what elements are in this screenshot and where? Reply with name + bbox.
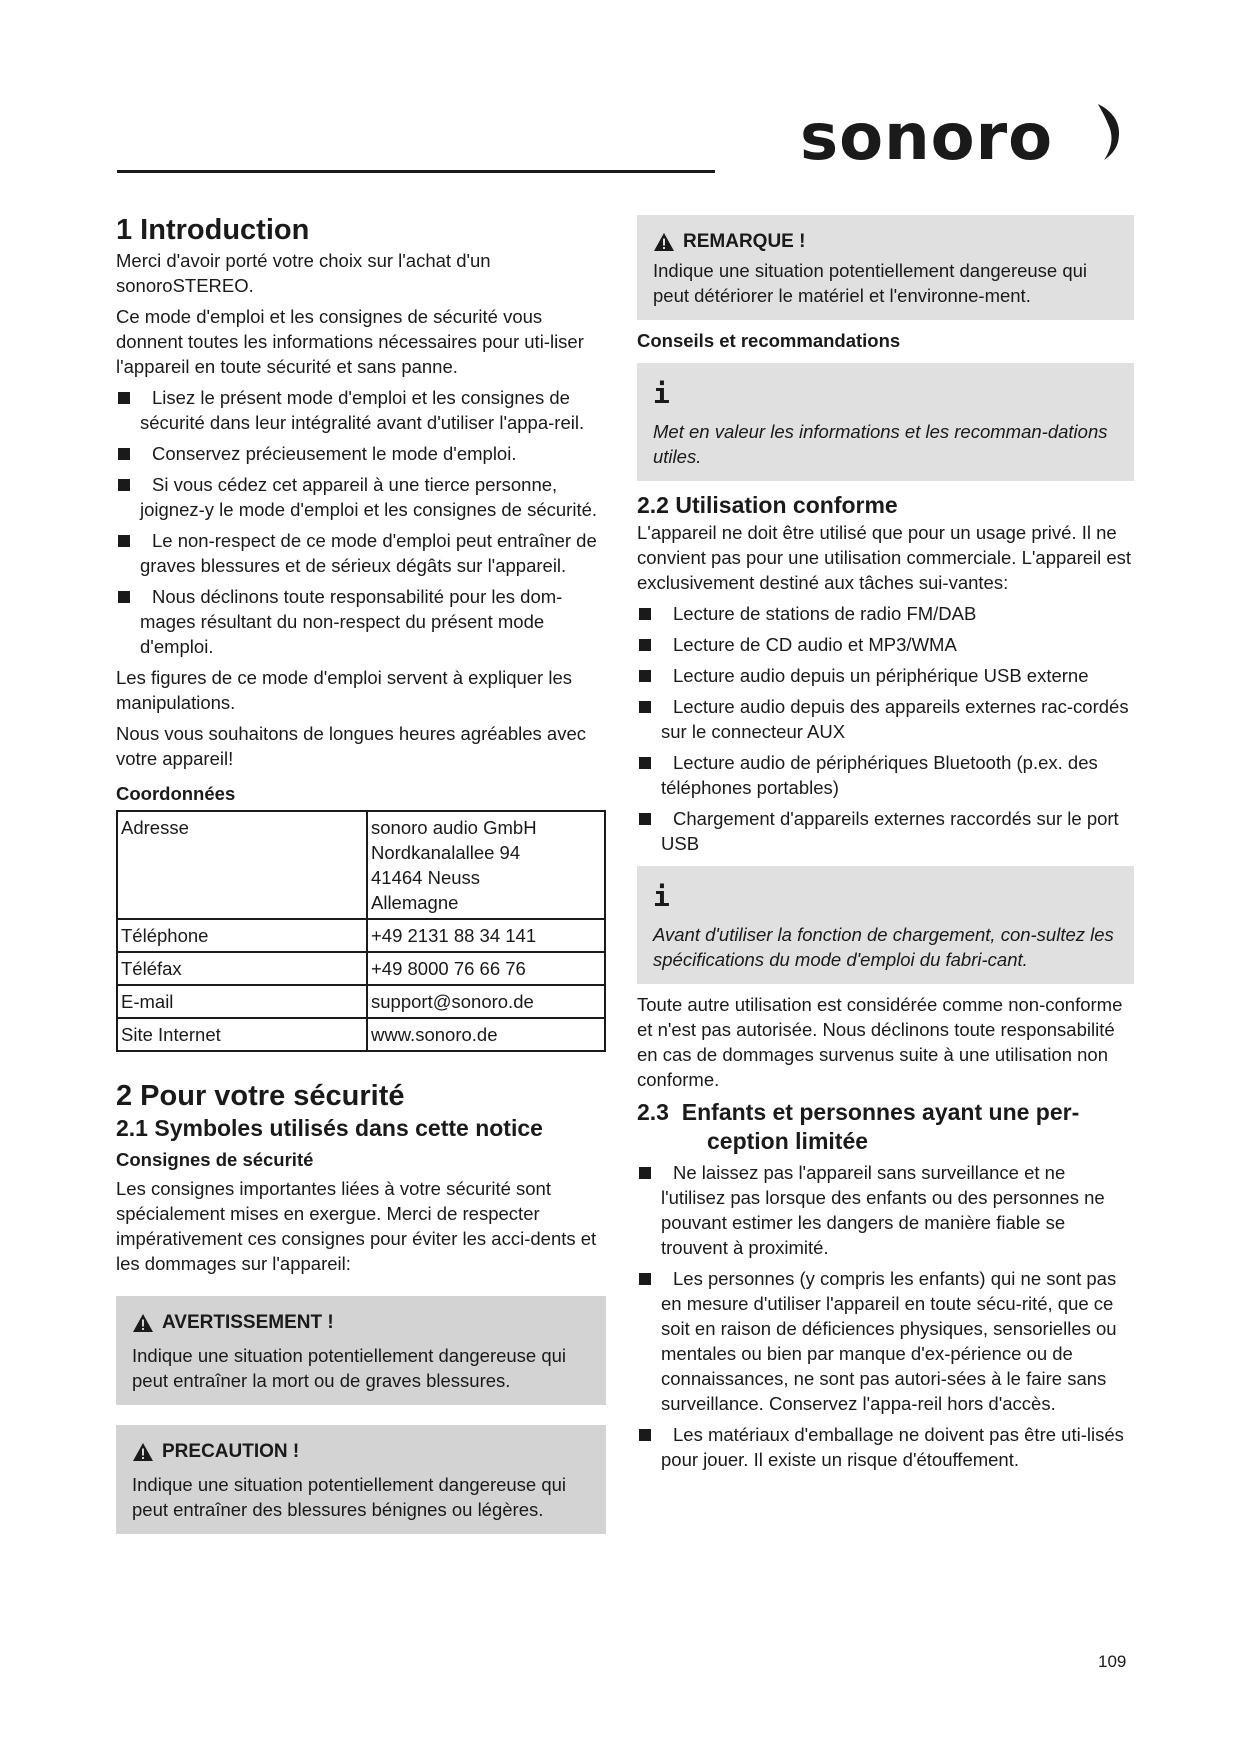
warning-title: AVERTISSEMENT ! bbox=[132, 1310, 590, 1335]
list-item: Chargement d'appareils externes raccordés sur le port USB bbox=[637, 806, 1134, 856]
info-icon: i bbox=[653, 880, 670, 913]
bullet-square-icon bbox=[118, 591, 130, 603]
list-item: Nous déclinons toute responsabilité pour les dom-mages résultant du non-respect du présent mode d'emploi. bbox=[116, 584, 606, 659]
table-row bbox=[117, 919, 605, 952]
bullet-square-icon bbox=[639, 701, 651, 713]
bullet-square-icon bbox=[639, 1273, 651, 1285]
intro-paragraph: Nous vous souhaitons de longues heures agréables avec votre appareil! bbox=[116, 723, 587, 769]
safety-heading: 2 Pour votre sécurité bbox=[116, 1080, 405, 1112]
contact-key: Téléphone bbox=[117, 919, 367, 952]
usage-heading: 2.2 Utilisation conforme bbox=[637, 492, 898, 518]
remark-text: Indique une situation potentiellement dangereuse qui peut détériorer le matériel et l'environne-ment. bbox=[653, 260, 1088, 306]
list-item: Lecture de CD audio et MP3/WMA bbox=[637, 632, 1134, 657]
bullet-square-icon bbox=[118, 448, 130, 460]
info-notice bbox=[637, 363, 1134, 481]
left-column bbox=[116, 212, 606, 1534]
safety-label: Consignes de sécurité bbox=[116, 1149, 314, 1170]
intro-paragraph: Les figures de ce mode d'emploi servent à expliquer les manipulations. bbox=[116, 667, 573, 713]
contact-value: sonoro audio GmbH Nordkanalallee 94 41464 Neuss Allemagne bbox=[367, 811, 605, 919]
warning-triangle-icon bbox=[132, 1442, 154, 1462]
info-text: Met en valeur les informations et les recomman-dations utiles. bbox=[653, 421, 1108, 467]
logo-swoosh-icon bbox=[1092, 102, 1132, 162]
bullet-square-icon bbox=[639, 670, 651, 682]
safety-text: Les consignes importantes liées à votre sécurité sont spécialement mises en exergue. Merci de respecter impérativement ces consignes pour éviter les acci-dents et les dommages sur l'appareil: bbox=[116, 1178, 597, 1274]
table-row bbox=[117, 952, 605, 985]
caution-title: PRECAUTION ! bbox=[132, 1439, 590, 1464]
intro-paragraph: Ce mode d'emploi et les consignes de sécurité vous donnent toutes les informations nécessaires pour uti-liser l'appareil en toute sécurité et sans panne. bbox=[116, 306, 584, 377]
bullet-square-icon bbox=[639, 1167, 651, 1179]
remark-notice bbox=[637, 215, 1134, 320]
contact-key: Téléfax bbox=[117, 952, 367, 985]
caution-text: Indique une situation potentiellement dangereuse qui peut entraîner des blessures bénignes ou légères. bbox=[132, 1474, 567, 1520]
intro-heading: 1 Introduction bbox=[116, 214, 310, 246]
contact-value: support@sonoro.de bbox=[367, 985, 605, 1018]
bullet-square-icon bbox=[118, 479, 130, 491]
bullet-square-icon bbox=[639, 757, 651, 769]
contact-value: www.sonoro.de bbox=[367, 1018, 605, 1051]
children-heading: 2.3 Enfants et personnes ayant une per- ception limitée bbox=[637, 1099, 1080, 1154]
remark-title: REMARQUE ! bbox=[653, 229, 1118, 254]
intro-bullet-list bbox=[116, 385, 606, 659]
list-item: Les personnes (y compris les enfants) qui ne sont pas en mesure d'utiliser l'appareil en toute sécu-rité, que ce soit en raison de déficiences physiques, sensorielles ou mentales ou bien par manque d'ex-périence ou de connaissances, ne sont pas autori-sées à le faire sans surveillance. Conservez l'appa-reil hors d'accès. bbox=[637, 1266, 1134, 1416]
contact-key: E-mail bbox=[117, 985, 367, 1018]
brand-name: sonoro bbox=[800, 101, 1054, 175]
table-row bbox=[117, 1018, 605, 1051]
warning-triangle-icon bbox=[653, 232, 675, 252]
contact-value: +49 2131 88 34 141 bbox=[367, 919, 605, 952]
info-icon: i bbox=[653, 377, 670, 410]
table-row bbox=[117, 811, 605, 919]
bullet-square-icon bbox=[118, 392, 130, 404]
list-item: Conservez précieusement le mode d'emploi. bbox=[116, 441, 606, 466]
contact-value: +49 8000 76 66 76 bbox=[367, 952, 605, 985]
intro-paragraph: Merci d'avoir porté votre choix sur l'achat d'un sonoroSTEREO. bbox=[116, 250, 491, 296]
symbols-heading: 2.1 Symboles utilisés dans cette notice bbox=[116, 1115, 543, 1141]
bullet-square-icon bbox=[639, 639, 651, 651]
list-item: Ne laissez pas l'appareil sans surveillance et ne l'utilisez pas lorsque des enfants ou des personnes ne pouvant estimer les dangers de manière fiable se trouvent à proximité. bbox=[637, 1160, 1134, 1260]
brand-logo bbox=[800, 98, 1130, 178]
bullet-square-icon bbox=[639, 608, 651, 620]
list-item: Si vous cédez cet appareil à une tierce personne, joignez-y le mode d'emploi et les consignes de sécurité. bbox=[116, 472, 606, 522]
children-bullet-list bbox=[637, 1160, 1134, 1472]
list-item: Les matériaux d'emballage ne doivent pas être uti-lisés pour jouer. Il existe un risque d'étouffement. bbox=[637, 1422, 1134, 1472]
caution-notice bbox=[116, 1425, 606, 1534]
warning-triangle-icon bbox=[132, 1313, 154, 1333]
bullet-square-icon bbox=[639, 1429, 651, 1441]
usage-bullet-list bbox=[637, 601, 1134, 856]
contact-key: Adresse bbox=[117, 811, 367, 919]
charging-info-text: Avant d'utiliser la fonction de chargement, con-sultez les spécifications du mode d'emploi du fabri-cant. bbox=[653, 924, 1114, 970]
list-item: Lecture de stations de radio FM/DAB bbox=[637, 601, 1134, 626]
contact-label: Coordonnées bbox=[116, 783, 236, 804]
list-item: Le non-respect de ce mode d'emploi peut entraîner de graves blessures et de sérieux dégâts sur l'appareil. bbox=[116, 528, 606, 578]
usage-text: L'appareil ne doit être utilisé que pour un usage privé. Il ne convient pas pour une utilisation commerciale. L'appareil est exclusivement destiné aux tâches sui-vantes: bbox=[637, 522, 1132, 593]
header-rule bbox=[117, 170, 715, 173]
list-item: Lecture audio de périphériques Bluetooth (p.ex. des téléphones portables) bbox=[637, 750, 1134, 800]
contact-key: Site Internet bbox=[117, 1018, 367, 1051]
tips-label: Conseils et recommandations bbox=[637, 330, 901, 351]
charging-info-notice bbox=[637, 866, 1134, 984]
list-item: Lisez le présent mode d'emploi et les consignes de sécurité dans leur intégralité avant d'utiliser l'appa-reil. bbox=[116, 385, 606, 435]
contact-table bbox=[116, 810, 606, 1052]
warning-notice bbox=[116, 1296, 606, 1405]
list-item: Lecture audio depuis un périphérique USB externe bbox=[637, 663, 1134, 688]
list-item: Lecture audio depuis des appareils externes rac-cordés sur le connecteur AUX bbox=[637, 694, 1134, 744]
warning-text: Indique une situation potentiellement dangereuse qui peut entraîner la mort ou de graves blessures. bbox=[132, 1345, 567, 1391]
page-number: 109 bbox=[1098, 1652, 1127, 1671]
usage-text-2: Toute autre utilisation est considérée comme non-conforme et n'est pas autorisée. Nous déclinons toute responsabilité en cas de dommages survenus suite à une utilisation non conforme. bbox=[637, 994, 1123, 1090]
table-row bbox=[117, 985, 605, 1018]
bullet-square-icon bbox=[639, 813, 651, 825]
bullet-square-icon bbox=[118, 535, 130, 547]
right-column bbox=[637, 215, 1134, 1478]
